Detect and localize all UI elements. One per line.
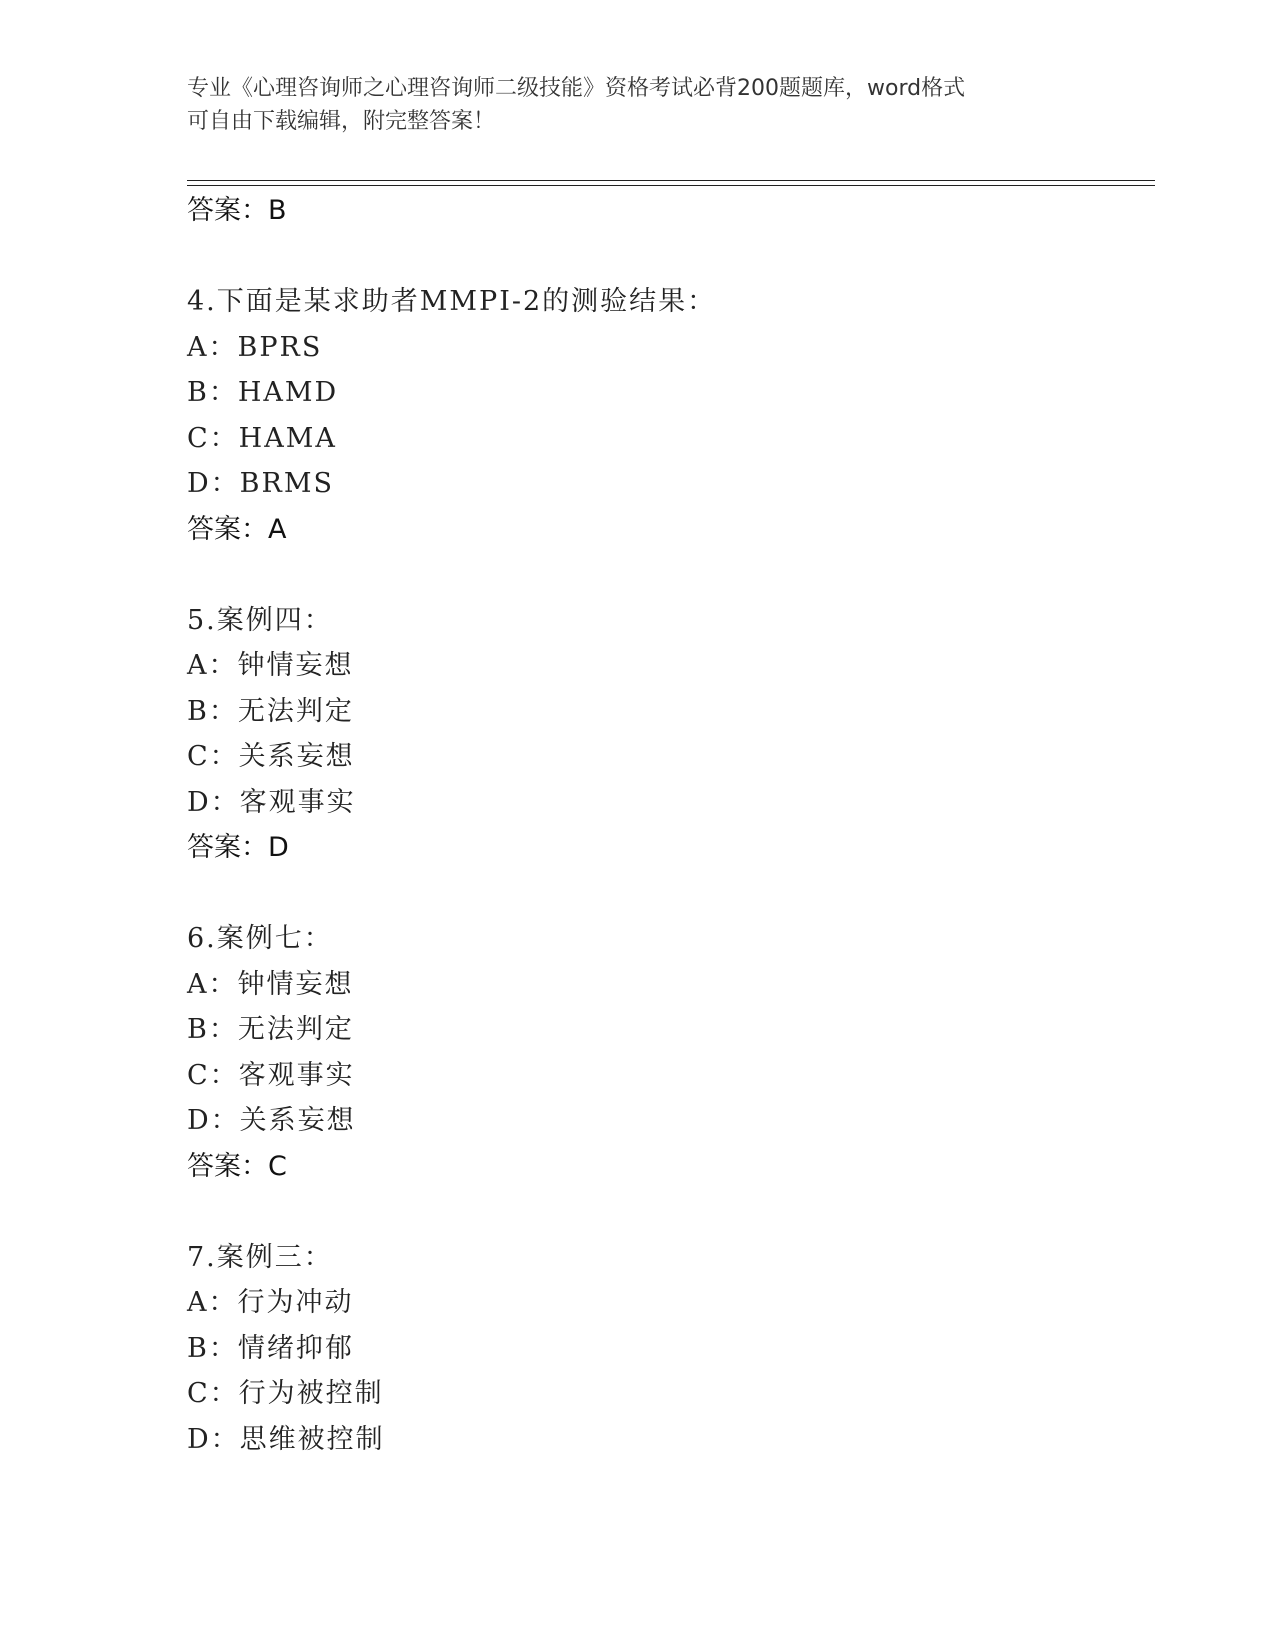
option-d: D：关系妄想 [187,1105,356,1136]
header-line-1: 专业《心理咨询师之心理咨询师二级技能》资格考试必背200题题库，word格式 [187,76,966,101]
option-c: C：关系妄想 [187,741,355,772]
question-6 [187,916,1147,1189]
option-c: C：HAMA [187,422,337,454]
option-b: B：无法判定 [187,695,354,727]
option-c: C：行为被控制 [187,1378,384,1409]
option-a: A：BPRS [187,331,323,363]
question-stem: 6.案例七： [187,923,333,954]
header-line-2: 可自由下载编辑，附完整答案！ [187,109,496,134]
option-b: B：无法判定 [187,1014,354,1045]
answer-line: 答案：C [187,1150,287,1182]
option-c: C：客观事实 [187,1059,355,1091]
answer-line: 答案：D [187,832,289,863]
question-4 [187,279,1147,552]
option-d: D：BRMS [187,468,334,499]
question-stem: 5.案例四： [187,604,333,636]
question-stem: 7.案例三： [187,1241,333,1273]
option-d: D：客观事实 [187,786,356,818]
header-rule-top [187,180,1155,181]
question-stem: 4.下面是某求助者MMPI-2的测验结果： [187,286,717,317]
header-rule-bottom [187,185,1155,186]
option-b: B：情绪抑郁 [187,1332,354,1364]
option-a: A：行为冲动 [187,1287,354,1318]
document-body [187,188,1147,1462]
question-7 [187,1235,1147,1463]
option-a: A：钟情妄想 [187,968,354,1000]
answer-line: 答案：B [187,195,287,226]
option-b: B：HAMD [187,377,339,408]
question-5 [187,598,1147,871]
option-d: D：思维被控制 [187,1423,385,1455]
document-header [187,72,1087,138]
answer-line: 答案：A [187,513,287,545]
option-a: A：钟情妄想 [187,650,354,681]
